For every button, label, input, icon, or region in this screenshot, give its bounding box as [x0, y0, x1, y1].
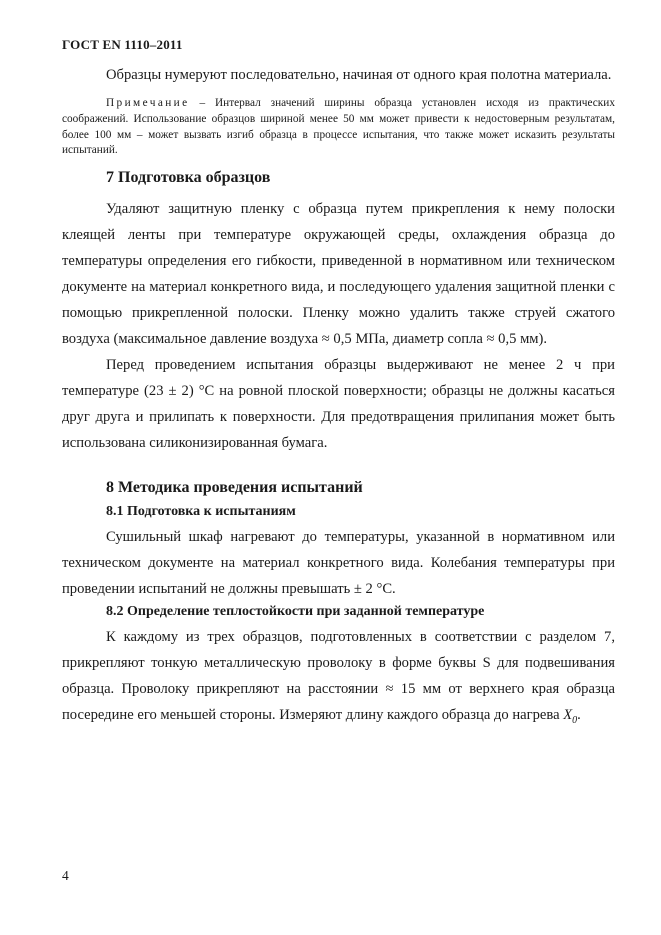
- subsection-8-2-paragraph: [62, 624, 615, 734]
- subsection-8-1-paragraph: Сушильный шкаф нагревают до температуры, указанной в нормативном или техническом документе на материал конкретного вида. Колебания температуры при проведении испытаний не должны превышать ± 2 °С.: [62, 529, 615, 598]
- subsection-8-2-heading: 8.2 Определение теплостойкости при заданной температуре: [106, 604, 485, 620]
- intro-paragraph: Образцы нумеруют последовательно, начиная от одного края полотна материала.: [106, 67, 612, 83]
- page-content: [62, 62, 615, 734]
- standard-header: ГОСТ EN 1110–2011: [62, 37, 183, 52]
- subsection-8-2-end: .: [577, 707, 581, 724]
- note-label: Примечание: [106, 97, 190, 109]
- variable-symbol: X: [563, 707, 573, 724]
- note-text: – Интервал значений ширины образца установлен исходя из практических соображений. Использование образцов шириной менее 50 мм может привести к недостоверным результатам, более 100 мм – может вызвать изгиб образца в процессе испытания, что также может исказить результаты испытаний.: [62, 97, 615, 157]
- section-7-paragraph-1: Удаляют защитную пленку с образца путем прикрепления к нему полоски клеящей ленты при температуре окружающей среды, охлаждения образца до температуры определения его гибкости, приведенной в нормативном или техническом документе на материал конкретного вида, и последующего удаления защитной пленки с помощью прикрепленной полоски. Пленку можно удалить также струей сжатого воздуха (максимальное давление воздуха ≈ 0,5 МПа, диаметр сопла ≈ 0,5 мм).: [62, 201, 615, 348]
- note-paragraph: [62, 96, 615, 159]
- page-number: 4: [62, 868, 69, 883]
- variable-subscript: 0: [572, 715, 578, 727]
- subsection-8-2-text: К каждому из трех образцов, подготовленных в соответствии с разделом 7, прикрепляют тонкую металлическую проволоку в форме буквы S для подвешивания образца. Проволоку прикрепляют на расстоянии ≈ 15 мм от верхнего края образца посередине его меньшей стороны. Измеряют длину каждого образца до нагрева: [62, 629, 615, 724]
- variable-x0: [563, 707, 578, 727]
- section-7-paragraph-2: Перед проведением испытания образцы выдерживают не менее 2 ч при температуре (23 ± 2) °С на ровной плоской поверхности; образцы не должны касаться друг друга и прилипать к поверхности. Для предотвращения прилипания может быть использована силиконизированная бумага.: [62, 357, 615, 452]
- subsection-8-1-heading: 8.1 Подготовка к испытаниям: [106, 504, 296, 520]
- section-8-heading: 8 Методика проведения испытаний: [106, 479, 363, 497]
- section-7-heading: 7 Подготовка образцов: [106, 169, 271, 187]
